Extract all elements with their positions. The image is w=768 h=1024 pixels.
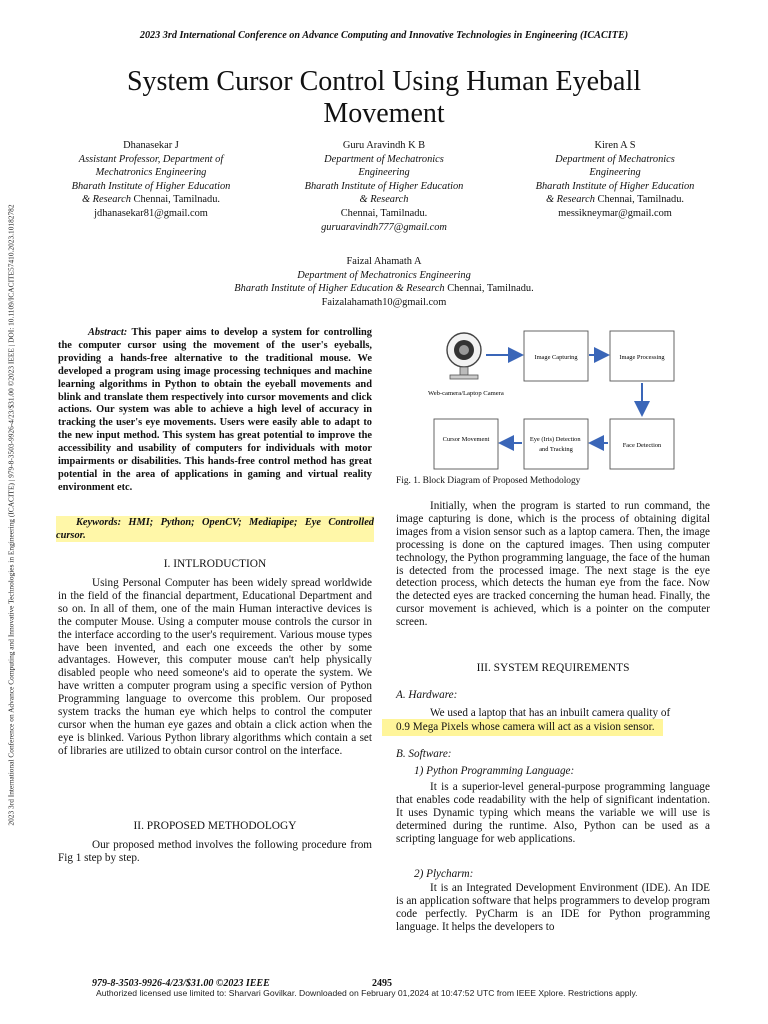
- author-email: messikneymar@gmail.com: [558, 207, 672, 219]
- block-diagram-figure: [396, 325, 712, 475]
- author-inst: & Research: [359, 194, 409, 206]
- subsubsection-python: 1) Python Programming Language:: [414, 765, 575, 777]
- author-dept: Mechatronics Engineering: [95, 167, 207, 179]
- side-citation-strip: [2, 100, 20, 930]
- author-email: Faizalahamath10@gmail.com: [321, 296, 447, 308]
- author-city: Chennai, Tamilnadu.: [447, 283, 534, 295]
- page-number: 2495: [372, 978, 392, 989]
- python-paragraph: It is a superior-level general-purpose programming language that enables code readability with the help of significant indentation. It uses Dynamic typing which means the variable we will use is determined during the runtime. Also, Python can be used as a scripting language for web applications.: [396, 781, 710, 845]
- author-email: jdhanasekar81@gmail.com: [94, 207, 208, 219]
- author-block-3: [510, 139, 720, 221]
- abstract-paragraph: [58, 327, 372, 495]
- subsubsection-pycharm: 2) Plycharm:: [414, 868, 474, 880]
- author-inst: Bharath Institute of Higher Education: [71, 180, 231, 192]
- author-name: Faizal Ahamath A: [346, 256, 422, 267]
- author-city: Chennai, Tamilnadu.: [133, 194, 221, 206]
- hardware-text-highlighted: 0.9 Mega Pixels whose camera will act as a vision sensor.: [382, 719, 663, 736]
- author-name: Kiren A S: [594, 140, 636, 151]
- side-citation-text: 2023 3rd International Conference on Advance Computing and Innovative Technologies in Engineering (ICACITE) | 979-8-3503-9926-4/23/$31.00 ©2023 IEEE | DOI: 10.1109/ICACITE57410.2023.10182782: [6, 204, 16, 826]
- author-block-4: [184, 255, 584, 309]
- box-label: Image Processing: [619, 354, 665, 361]
- author-dept: Engineering: [358, 167, 410, 179]
- author-inst: Bharath Institute of Higher Education: [535, 180, 695, 192]
- footer-authorization-notice: Authorized licensed use limited to: Sharvari Govilkar. Downloaded on February 01,2024 at 10:47:52 UTC from IEEE Xplore. Restrictions apply.: [96, 988, 638, 998]
- author-inst: & Research: [545, 194, 595, 206]
- author-dept: Department of Mechatronics: [324, 153, 444, 165]
- author-inst: Bharath Institute of Higher Education: [304, 180, 464, 192]
- footer-isbn: 979-8-3503-9926-4/23/$31.00 ©2023 IEEE: [92, 978, 270, 989]
- author-block-1: [46, 139, 256, 221]
- abstract-text: This paper aims to develop a system for controlling the computer cursor using the movement of the user's eyeballs, providing a hands-free alternative to the traditional mouse. We developed a program using image processing techniques and machine learning algorithms in Python to obtain the eyeball movements and blink and translate them respectively into cursor movements and click actions. Our system was able to achieve a high level of accuracy in tracking the user's eye movements. Users were easily able to adapt to the new input method. This system has great potential to improve the accessibility and usability of computers for individuals with motor impairments or disabilities. This hands-free control method has great potential in the area of applications in gaming and virtual reality environment etc.: [58, 327, 372, 493]
- author-inst: & Research: [81, 194, 131, 206]
- box-label: Face Detection: [622, 442, 662, 449]
- subsection-software: B. Software:: [396, 748, 452, 760]
- conference-header: 2023 3rd International Conference on Advance Computing and Innovative Technologies in Engineering (ICACITE): [139, 30, 629, 41]
- section-heading-requirements: III. SYSTEM REQUIREMENTS: [476, 662, 630, 674]
- hardware-text-line-1: We used a laptop that has an inbuilt camera quality of: [430, 707, 671, 719]
- camera-label: Web-camera/Laptop Camera: [428, 390, 504, 397]
- box-label-line: Eye (Iris) Detection: [529, 436, 581, 443]
- box-cursor-movement: [434, 419, 498, 469]
- section-heading-methodology: II. PROPOSED METHODOLOGY: [133, 820, 297, 832]
- figure-explanation-paragraph: Initially, when the program is started to run command, the image capturing is done, which is the process of obtaining digital images from a vision sensor such as a laptop camera. Then, the image processing is done on the captured images. Then using computer technology, the Python programming language, the face of the human is detected from the processed image. The next stage is the eye detection process, which detects the human eye from the face. Now the detected eyes are tracked concerning the human head. Finally, the cursor movement is achieved, which is a pointer on the computer screen.: [396, 500, 710, 629]
- author-name: Guru Aravindh K B: [342, 140, 426, 151]
- author-email: guruaravindh777@gmail.com: [321, 221, 447, 233]
- paper-title: [80, 66, 688, 130]
- author-name: Dhanasekar J: [123, 140, 179, 151]
- keywords-highlighted: Keywords: HMI; Python; OpenCV; Mediapipe; Eye Controlled cursor.: [56, 517, 374, 541]
- title-line-1: System Cursor Control Using Human Eyeball: [126, 66, 642, 97]
- webcam-icon: [447, 333, 481, 379]
- author-inst: Bharath Institute of Higher Education & Research: [234, 283, 445, 295]
- author-dept: Department of Mechatronics: [555, 153, 675, 165]
- section-heading-introduction: I. INTLRODUCTION: [163, 558, 267, 570]
- box-eye-detection: [524, 419, 588, 469]
- subsection-hardware: A. Hardware:: [396, 689, 458, 701]
- author-city: Chennai, Tamilnadu.: [340, 207, 428, 219]
- box-label: Image Capturing: [534, 354, 578, 361]
- methodology-paragraph: Our proposed method involves the following procedure from Fig 1 step by step.: [58, 839, 372, 864]
- author-dept: Department of Mechatronics Engineering: [297, 269, 471, 281]
- author-block-2: [279, 139, 489, 234]
- box-label: Cursor Movement: [442, 436, 490, 443]
- pycharm-paragraph: It is an Integrated Development Environment (IDE). An IDE is an application software that helps programmers to develop program code perfectly. PyCharm is an IDE for Python programming language. It helps the developers to: [396, 882, 710, 933]
- box-label-line: and Tracking: [539, 446, 573, 453]
- introduction-paragraph: Using Personal Computer has been widely spread worldwide in the field of the financial department, Educational Department and so on. In all of them, one of the main Human interactive devices is the computer Mouse. Using a computer mouse controls the cursor in the interface according to the user's requirement. Various mouse types have been invented, and each one exceeds the other by some advantages. However, this computer mouse can't help physically disabled people who need someone's aid to operate the system. We have written a computer program using a specific version of Python Programming language to overcome this problem. Our proposed system tracks the human eye which helps to control the computer cursor when the human eye gazes and obtain a click action when the eye is blinked. Various Python library algorithms which contain a set of libraries are utilized to obtain cursor control on the interface.: [58, 577, 372, 757]
- author-city: Chennai, Tamilnadu.: [597, 194, 685, 206]
- title-line-2: Movement: [323, 98, 445, 129]
- author-dept: Engineering: [589, 167, 641, 179]
- abstract-label: Abstract:: [88, 327, 128, 338]
- figure-caption: Fig. 1. Block Diagram of Proposed Methodology: [396, 476, 581, 486]
- author-dept: Assistant Professor, Department of: [78, 153, 224, 165]
